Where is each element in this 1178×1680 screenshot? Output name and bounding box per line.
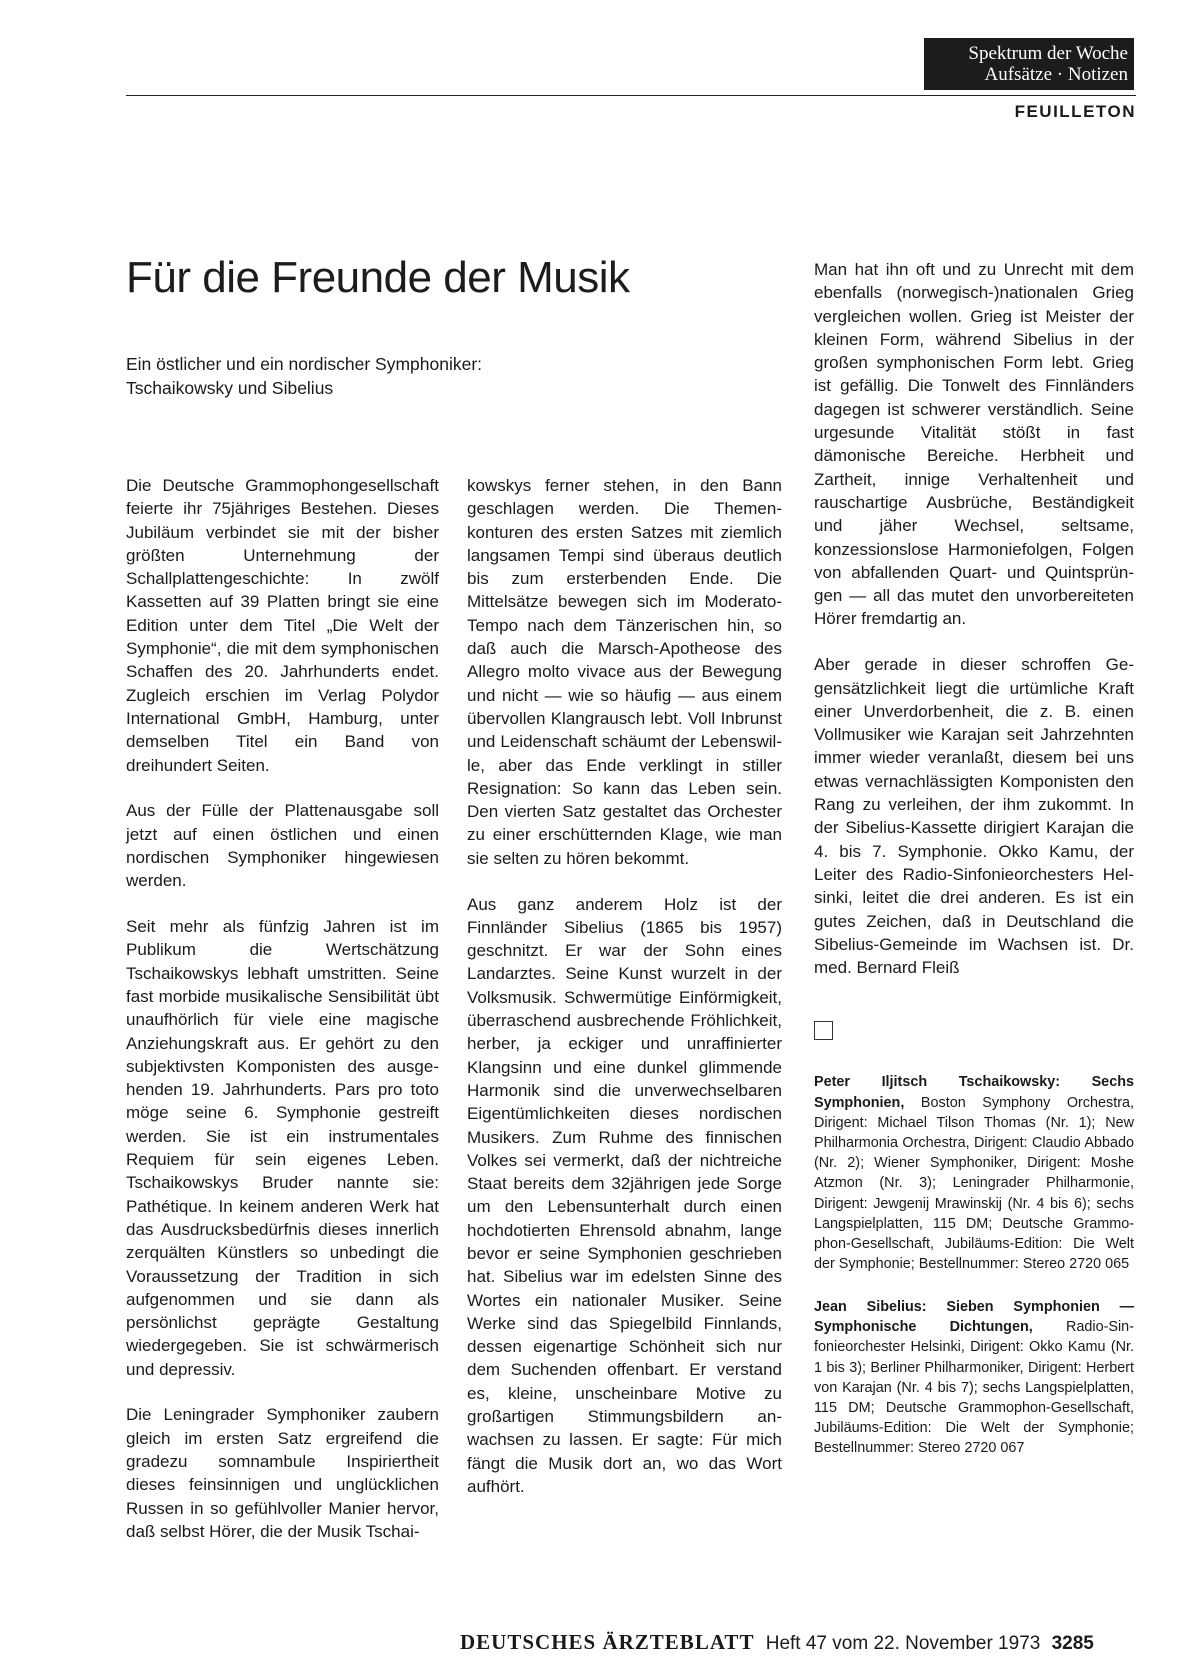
article-title: Für die Freunde der Musik <box>126 253 630 302</box>
article-subtitle <box>126 352 686 400</box>
paragraph: Man hat ihn oft und zu Unrecht mit dem ebenfalls (norwegisch-)nationalen Grieg vergleichen wollen. Grieg ist Meister der kleinen Form, während Sibelius in der großen symphonischen Form lebt. Grieg ist gefällig. Die Tonwelt des Finnländers dagegen ist schwerer verständlich. Seine urgesunde Vitalität stößt in fast dämonische Bereiche. Herbheit und Zartheit, innige Verhaltenheit und rauschartige Ausbrüche, Beständigkeit und jäher Wechsel, seltsame, konzessionslose Harmoniefolgen, Folgen von abfallenden Quart- und Quintsprüngen — all das mutet den unvorbereiteten Hörer fremdartig an. <box>814 260 1134 629</box>
section-badge <box>924 38 1134 90</box>
discography-details: Boston Symphony Orchestra, Dirigent: Michael Tilson Thomas (Nr. 1); New Philharmonia Orchestra, Dirigent: Claudio Abbado (Nr. 2); Wiener Symphoniker, Dirigent: Moshe Atzmon (Nr. 3); Leningrader Philharmonie, Dirigent: Jewgenij Mrawinskij (Nr. 4 bis 6); sechs Langspielplatten, 115 DM; Deutsche Grammophon-Gesellschaft, Jubiläums-Edition: Die Welt der Symphonie; Bestellnummer: Stereo 2720 065 <box>814 1094 1134 1273</box>
discography-title: Jean Sibelius: Sieben Symphonien — Symphonische Dichtungen, <box>814 1298 1134 1336</box>
page-number: 3285 <box>1051 1633 1094 1654</box>
paragraph: Seit mehr als fünfzig Jahren ist im Publikum die Wertschätzung Tschaikowskys lebhaft umstritten. Seine fast morbide musikalische Sensibilität übt unaufhörlich für viele eine magische Anziehungskraft aus. Er gehört zu den subjektivsten Komponisten des ausgehenden 19. Jahrhunderts. Pars pro toto möge seine 6. Symphonie gestreift werden. Sie ist ein instrumentales Requiem für sein eigenes Leben. Tschaikowskys Bruder nannte sie: Pathétique. In keinem anderen Werk hat das Ausdrucksbedürfnis dieses innerlich zerquälten Künstlers so unbedingt die Voraussetzung der Tradition in sich aufgenommen und sie dann als persönlichst geprägte Gestaltung wiedergegeben. Sie ist schwärmerisch und depressiv. <box>126 917 439 1379</box>
badge-line-2: Aufsätze · Notizen <box>984 64 1128 85</box>
text-column-1 <box>126 474 439 1566</box>
discography-entry <box>814 1072 1134 1274</box>
text-column-3 <box>814 258 1134 1481</box>
badge-line-1: Spektrum der Woche <box>968 43 1128 64</box>
header-rule <box>126 95 1136 96</box>
subtitle-line-1: Ein östlicher und ein nordischer Symphoniker: <box>126 354 483 374</box>
paragraph: Aus ganz anderem Holz ist der Finnländer Sibelius (1865 bis 1957) geschnitzt. Er war der Sohn eines Landarztes. Seine Kunst wurzelt in der Volksmusik. Schwermütige Einförmigkeit, überraschend ausbrechende Fröhlichkeit, herber, ja eckiger und unraffinierter Klangsinn und eine dunkel glimmende Harmonik sind die unverwechselbaren Eigentümlichkeiten dieses nordischen Musikers. Zum Ruhme des finnischen Volkes sei vermerkt, daß der nichtreiche Staat bereits dem 32jährigen jede Sorge um den Lebensunterhalt durch einen hochdotierten Ehrensold abnahm, lange bevor er seine Symphonien geschrieben hat. Sibelius war im edelsten Sinne des Wortes ein nationaler Musiker. Seine Werke sind das Spiegelbild Finnlands, dessen eigenartige Schönheit sich nur dem Suchenden offenbart. Er verstand es, kleine, unscheinbare Motive zu großartigen Stimmungsbildern anwachsen zu lassen. Er sagte: Für mich fängt die Musik dort an, wo das Wort aufhört. <box>467 894 782 1496</box>
subtitle-line-2: Tschaikowsky und Sibelius <box>126 378 334 398</box>
section-label: FEUILLETON <box>1014 102 1136 121</box>
paragraph: Aber gerade in dieser schroffen Gegensätzlichkeit liegt die urtümliche Kraft einer Unverdorbenheit, die z. B. einen Vollmusiker wie Karajan seit Jahrzehnten immer wieder veranlaßt, diesem bei uns etwas vernachlässigten Komponisten den Rang zu verleihen, der ihm zukommt. In der Sibelius-Kassette dirigiert Karajan die 4. bis 7. Symphonie. Okko Kamu, der Leiter des Radio-Sinfonieorchesters Helsinki, leitet die drei anderen. Es ist ein gutes Zeichen, daß in Deutschland die Sibelius-Gemeinde im Wachsen ist. Dr. med. Bernard Fleiß <box>814 655 1134 978</box>
paragraph: Aus der Fülle der Plattenausgabe soll jetzt auf einen östlichen und einen nordischen Symphoniker hingewiesen werden. <box>126 801 439 891</box>
discography-entry <box>814 1297 1134 1459</box>
discography-details: Radio-Sinfonieorchester Helsinki, Dirigent: Okko Kamu (Nr. 1 bis 3); Berliner Philharmoniker, Dirigent: Herbert von Karajan (Nr. 4 bis 7); sechs Langspielplatten, 115 DM; Deutsche Grammophon-Gesellschaft, Jubiläums-Edition: Die Welt der Symphonie; Bestellnummer: Stereo 2720 067 <box>814 1319 1134 1457</box>
paragraph: Die Leningrader Symphoniker zaubern gleich im ersten Satz ergreifend die gradezu somnambule Inspiriertheit dieses feinsinnigen und unglücklichen Russen in so gefühlvoller Manier hervor, daß selbst Hörer, die der Musik Tschai- <box>126 1405 439 1541</box>
discography-title: Peter Iljitsch Tschaikowsky: Sechs Symphonien, <box>814 1074 1134 1111</box>
paragraph: kowskys ferner stehen, in den Bann geschlagen werden. Die Themenkonturen des ersten Satzes mit ziemlich langsamen Tempi sind überaus deutlich bis zum ersterbenden Ende. Die Mittelsätze bewegen sich im Moderato-Tempo nach dem Tänzerischen hin, so daß auch die Marsch-Apotheose des Allegro molto vivace aus der Bewegung und nicht — wie so häufig — aus einem übervollen Klangrausch lebt. Voll Inbrunst und Leidenschaft schäumt der Lebenswille, aber das Ende verklingt in stiller Resignation: So kann das Leben sein. Den vierten Satz gestaltet das Orchester zu einer erschütternden Klage, wie man sie selten zu hören bekommt. <box>467 476 782 868</box>
end-of-article-box-icon <box>814 1021 833 1040</box>
paragraph: Die Deutsche Grammophongesellschaft feierte ihr 75jähriges Bestehen. Dieses Jubiläum verbindet sie mit der bisher größten Unternehmung der Schallplattengeschichte: In zwölf Kassetten auf 39 Platten bringt sie eine Edition unter dem Titel „Die Welt der Symphonie“, die mit dem symphonischen Schaffen des 20. Jahrhunderts endet. Zugleich erschien im Verlag Polydor International GmbH, Hamburg, unter demselben Titel ein Band von dreihundert Seiten. <box>126 476 439 775</box>
page-footer <box>460 1630 1094 1655</box>
journal-name: DEUTSCHES ÄRZTEBLATT <box>460 1630 755 1654</box>
issue-info: Heft 47 vom 22. November 1973 <box>765 1633 1041 1654</box>
text-column-2 <box>467 474 782 1521</box>
